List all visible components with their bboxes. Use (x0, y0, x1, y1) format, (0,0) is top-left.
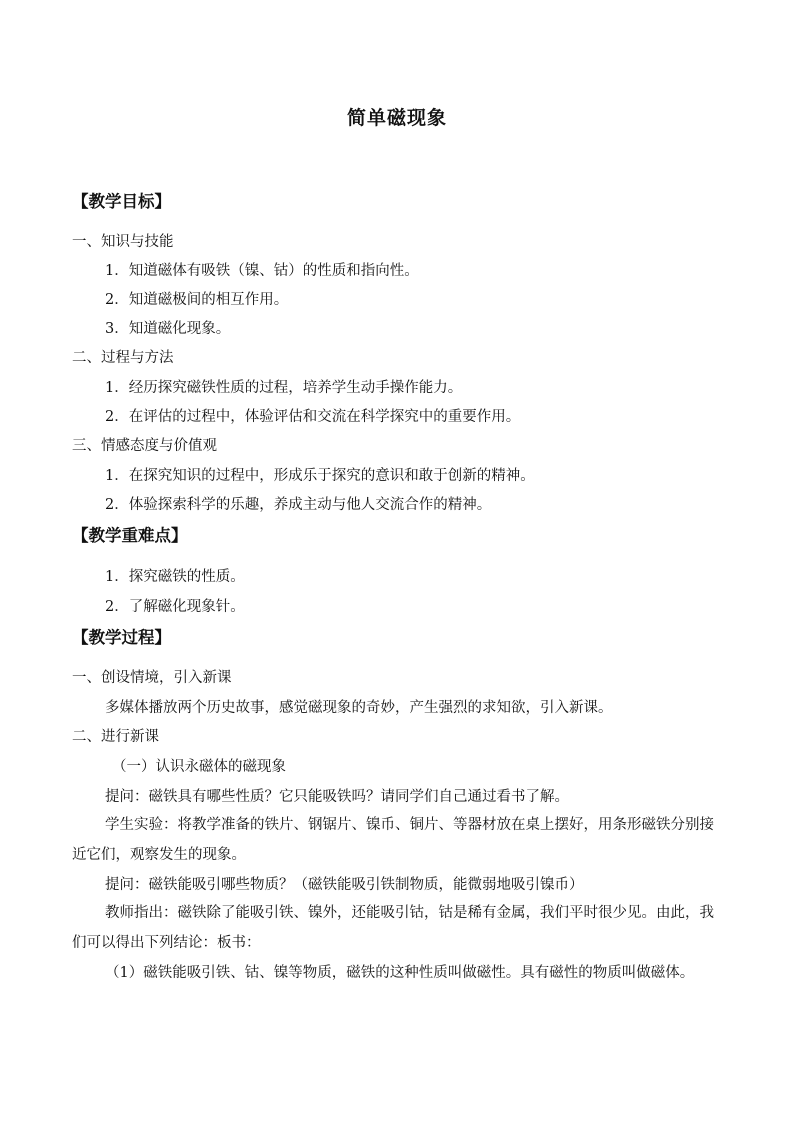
list-item: 1．探究磁铁的性质。 (105, 569, 245, 585)
list-item: 1．在探究知识的过程中，形成乐于探究的意识和敢于创新的精神。 (105, 468, 535, 484)
paragraph: 多媒体播放两个历史故事，感觉磁现象的奇妙，产生强烈的求知欲，引入新课。 (105, 700, 613, 716)
list-item: 2．体验探索科学的乐趣，养成主动与他人交流合作的精神。 (105, 497, 492, 513)
list-item: 1．知道磁体有吸铁（镍、钴）的性质和指向性。 (105, 263, 419, 279)
paragraph: 教师指出：磁铁除了能吸引铁、镍外，还能吸引钴，钴是稀有金属，我们平时很少见。由此，我们可以得出下列结论：板书： (72, 905, 714, 951)
paragraph: （1）磁铁能吸引铁、钴、镍等物质，磁铁的这种性质叫做磁性。具有磁性的物质叫做磁体。 (105, 965, 695, 981)
paragraph: 提问：磁铁能吸引哪些物质？（磁铁能吸引铁制物质，能微弱地吸引镍币） (105, 877, 584, 893)
sub-heading: （一）认识永磁体的磁现象 (112, 759, 286, 775)
subsection-introduction: 一、创设情境，引入新课 (72, 670, 232, 686)
section-heading-objectives: 【教学目标】 (72, 192, 171, 211)
list-item: 3．知道磁化现象。 (105, 321, 231, 337)
paragraph: 提问：磁铁具有哪些性质？它只能吸铁吗？请同学们自己通过看书了解。 (105, 789, 569, 805)
subsection-process-methods: 二、过程与方法 (72, 350, 174, 366)
section-heading-process: 【教学过程】 (72, 628, 171, 647)
page-title: 简单磁现象 (346, 107, 447, 129)
list-item: 2．了解磁化现象针。 (105, 599, 245, 615)
list-item: 2．知道磁极间的相互作用。 (105, 292, 289, 308)
paragraph: 学生实验：将教学准备的铁片、钢锯片、镍币、铜片、等器材放在桌上摆好，用条形磁铁分别接近它们，观察发生的现象。 (72, 817, 714, 863)
subsection-new-lesson: 二、进行新课 (72, 729, 159, 745)
list-item: 1．经历探究磁铁性质的过程，培养学生动手操作能力。 (105, 380, 463, 396)
subsection-attitude-values: 三、情感态度与价值观 (72, 438, 217, 454)
subsection-knowledge-skills: 一、知识与技能 (72, 234, 174, 250)
list-item: 2．在评估的过程中，体验评估和交流在科学探究中的重要作用。 (105, 409, 521, 425)
section-heading-key-points: 【教学重难点】 (72, 526, 188, 545)
